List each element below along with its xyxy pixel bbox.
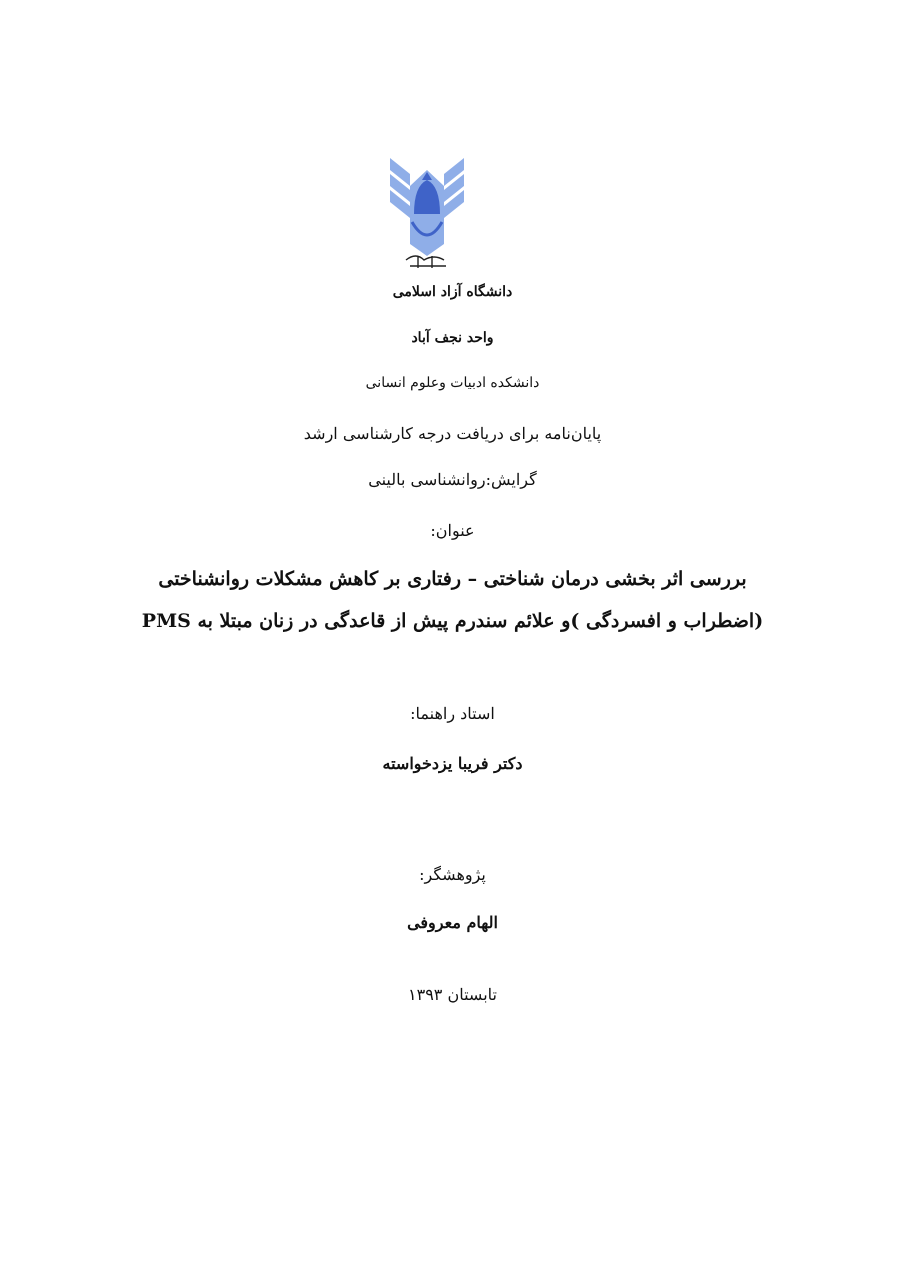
researcher-label: پژوهشگر: xyxy=(419,865,486,884)
researcher-name: الهام معروفی xyxy=(407,913,498,932)
advisor-name: دکتر فریبا یزدخواسته xyxy=(382,754,523,773)
azad-university-logo-icon xyxy=(388,152,466,272)
field-of-study: گرایش:روانشناسی بالینی xyxy=(368,470,537,489)
advisor-label: استاد راهنما: xyxy=(410,704,495,723)
thesis-purpose: پایان‌نامه برای دریافت درجه کارشناسی ارشد xyxy=(303,424,602,443)
thesis-title-line-2: (اضطراب و افسردگی )و علائم سندرم پیش از قاعدگی در زنان مبتلا به PMS xyxy=(141,610,764,632)
university-unit: واحد نجف آباد xyxy=(411,330,494,346)
university-name: دانشگاه آزاد اسلامی xyxy=(392,284,513,300)
submission-date: تابستان ۱۳۹۳ xyxy=(408,985,497,1004)
faculty-name: دانشکده ادبیات وعلوم انسانی xyxy=(365,375,540,391)
thesis-title-line-1: بررسی اثر بخشی درمان شناختی – رفتاری بر کاهش مشکلات روانشناختی xyxy=(158,568,747,590)
title-label: عنوان: xyxy=(430,521,475,540)
